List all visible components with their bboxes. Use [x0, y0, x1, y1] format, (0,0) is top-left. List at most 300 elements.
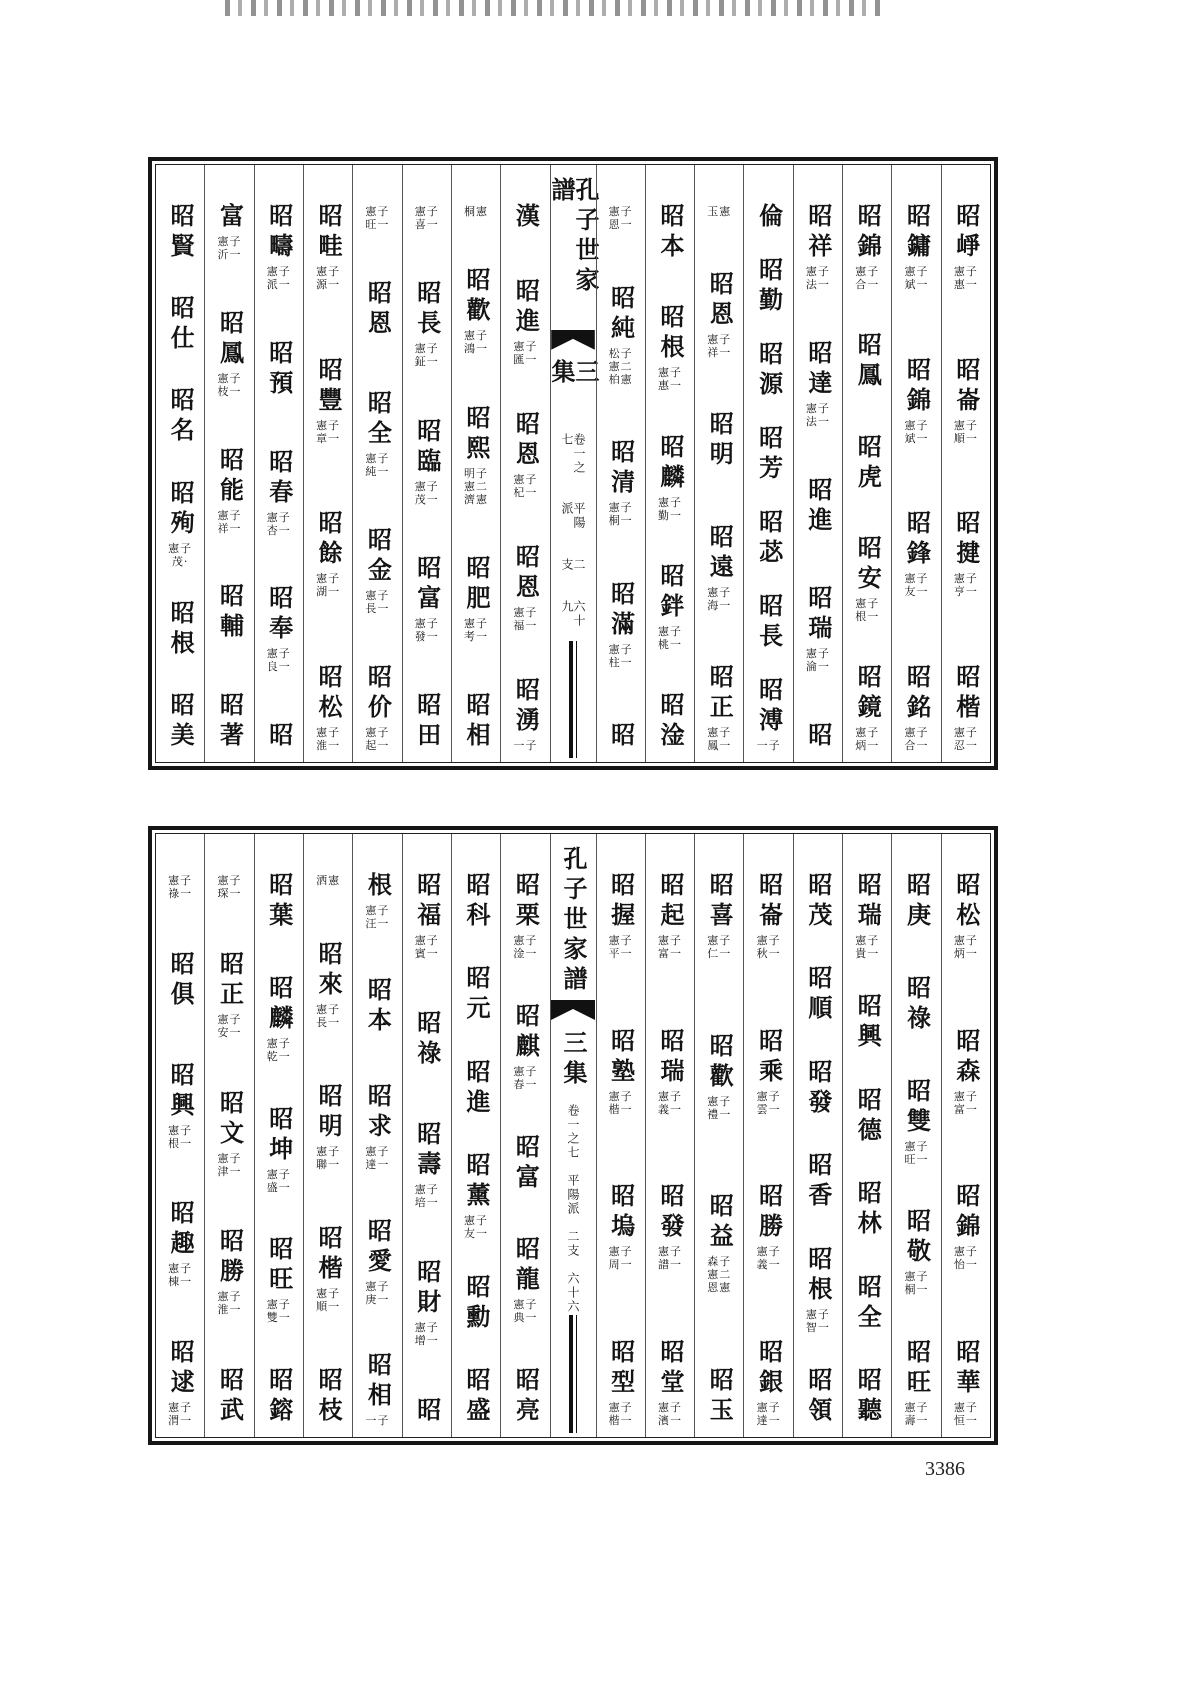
entry-note — [513, 1298, 537, 1324]
entry-name: 昭滿 — [606, 580, 636, 641]
entry-name: 昭愛 — [363, 1217, 393, 1278]
genealogy-entry — [314, 356, 344, 445]
note-line: 濟憲 — [464, 492, 489, 506]
entry-name: 昭葉 — [264, 872, 294, 932]
note-line: 憲子 — [266, 647, 291, 661]
note-line: 起一 — [365, 739, 390, 752]
genealogy-column — [402, 165, 451, 762]
entry-name: 昭餘 — [314, 510, 344, 571]
genealogy-entry — [705, 872, 735, 960]
entry-name: 昭价 — [363, 664, 393, 724]
genealogy-column — [451, 834, 500, 1437]
genealogy-entry — [853, 1180, 883, 1241]
entry-note — [609, 205, 633, 231]
note-line: 雲一 — [756, 1102, 781, 1116]
note-line: 憲子 — [953, 418, 978, 432]
note-line: 憲子 — [266, 1036, 291, 1050]
genealogy-entry — [217, 872, 241, 900]
genealogy-entry — [902, 663, 932, 752]
genealogy-entry — [511, 544, 541, 632]
entry-name: 昭全 — [853, 1273, 883, 1334]
note-line: 憲子 — [414, 1182, 439, 1196]
entry-note — [316, 1287, 340, 1313]
entry-name: 昭銘 — [902, 663, 932, 724]
entry-name: 昭益 — [705, 1193, 735, 1254]
genealogy-entry — [754, 203, 784, 233]
genealogy-column — [694, 834, 743, 1437]
note-line: 達一 — [365, 1158, 390, 1171]
genealogy-entry — [412, 692, 442, 752]
genealogy-entry — [363, 526, 393, 615]
genealogy-column — [793, 165, 842, 762]
genealogy-entry — [902, 203, 932, 291]
note-line: 憲子 — [855, 596, 880, 610]
note-line: 炳一 — [855, 739, 880, 752]
note-line: 憲子 — [365, 588, 390, 602]
genealogy-entry — [215, 583, 245, 644]
genealogy-entry — [951, 1338, 981, 1427]
entry-name: 昭喜 — [705, 872, 735, 932]
note-line: 憲子 — [608, 1400, 633, 1414]
entry-name: 昭富 — [412, 554, 442, 615]
entry-name: 昭安 — [853, 534, 883, 595]
entry-name: 昭豐 — [314, 356, 344, 417]
note-line: 長一 — [365, 601, 390, 615]
entry-name: 昭楷 — [314, 1225, 344, 1285]
entry-note — [217, 874, 241, 900]
note-line: 旺一 — [904, 1152, 929, 1166]
entry-note — [415, 1183, 439, 1209]
note-line: 旺一 — [365, 218, 390, 231]
note-line: 桐一 — [608, 514, 633, 527]
entry-name: 昭塾 — [606, 1027, 636, 1088]
genealogy-entry — [853, 203, 883, 291]
note-line: 憲子 — [414, 342, 439, 356]
entry-name: 昭進 — [511, 278, 541, 338]
entry-note — [365, 205, 389, 231]
note-line: 忍一 — [953, 738, 978, 752]
entry-name: 昭楷 — [951, 663, 981, 724]
entry-note — [267, 1037, 291, 1063]
note-line: 達一 — [756, 1413, 781, 1427]
entry-name: 昭恩 — [363, 280, 393, 341]
note-line: 棟一 — [168, 1275, 193, 1289]
note-line: 憲子 — [707, 726, 732, 739]
entry-name: 昭玉 — [705, 1366, 735, 1427]
genealogy-column — [254, 165, 303, 762]
genealogy-entry — [365, 203, 389, 231]
genealogy-entry — [264, 203, 294, 291]
genealogy-entry — [511, 278, 541, 366]
genealogy-entry — [511, 872, 541, 960]
genealogy-entry — [168, 872, 192, 900]
note-line: 周一 — [608, 1258, 633, 1272]
genealogy-entry — [705, 1193, 735, 1295]
entry-note — [806, 402, 830, 428]
entry-name: 昭 — [803, 722, 833, 752]
note-line: 法一 — [805, 278, 830, 291]
entry-name: 昭 — [264, 722, 294, 752]
note-line: 合一 — [855, 278, 880, 291]
genealogy-entry — [314, 203, 344, 291]
genealogy-entry — [462, 965, 492, 1026]
genealogy-column — [254, 834, 303, 1437]
entry-name: 昭春 — [264, 448, 294, 509]
note-line: 憲子 — [513, 473, 538, 486]
genealogy-entry — [363, 1217, 393, 1306]
entry-note — [316, 265, 340, 291]
entry-name: 昭坤 — [264, 1105, 294, 1166]
entry-name: 昭松 — [951, 872, 981, 932]
note-line: 憲子 — [365, 205, 390, 218]
note-line: 玉憲 — [707, 205, 732, 218]
note-line: 憲子 — [805, 1307, 830, 1321]
note-line: 沂一 — [217, 248, 242, 261]
genealogy-column — [500, 165, 549, 762]
entry-name: 昭勝 — [215, 1228, 245, 1289]
entry-note — [658, 496, 682, 522]
genealogy-entry — [606, 580, 636, 669]
genealogy-entry — [462, 1152, 492, 1241]
note-line: 一子 — [513, 739, 538, 752]
entry-name: 昭勤 — [754, 257, 784, 317]
genealogy-entry — [511, 1002, 541, 1091]
note-line: 憲子 — [316, 418, 341, 432]
entry-note — [609, 347, 633, 386]
entry-name: 昭鉡 — [655, 562, 685, 623]
note-line: 憲子 — [756, 1245, 781, 1259]
note-line: 憲子 — [608, 1245, 633, 1259]
genealogy-entry — [511, 677, 541, 752]
entry-name: 根 — [363, 872, 393, 902]
note-line: 淦一 — [513, 947, 538, 960]
entry-note — [415, 480, 439, 506]
entry-note — [905, 1270, 929, 1296]
note-line: 憲子 — [657, 1245, 682, 1259]
genealogy-entry — [462, 404, 492, 506]
entry-name: 昭熙 — [462, 404, 492, 465]
entry-note — [415, 342, 439, 368]
genealogy-entry — [853, 433, 883, 494]
genealogy-column — [891, 834, 940, 1437]
note-line: 柏憲 — [608, 372, 633, 386]
note-line: 憲子 — [217, 1012, 242, 1026]
entry-name: 昭恩 — [511, 544, 541, 604]
genealogy-entry — [902, 1077, 932, 1166]
entry-note — [855, 597, 879, 623]
genealogy-entry — [215, 1228, 245, 1317]
genealogy-entry — [754, 872, 784, 960]
sub-branch-label: 二支 — [560, 557, 586, 572]
note-line: 恩憲 — [707, 1281, 732, 1295]
note-line: 良一 — [266, 660, 291, 674]
entry-name: 昭能 — [215, 446, 245, 507]
entry-name: 昭仕 — [166, 295, 196, 356]
note-line: 憲子 — [513, 340, 538, 353]
elephant-nose-line — [569, 641, 577, 758]
genealogy-entry — [754, 1027, 784, 1116]
genealogy-entry — [264, 974, 294, 1063]
entry-note — [464, 617, 488, 643]
note-line: 憲子 — [805, 265, 830, 278]
entry-note — [168, 542, 192, 568]
entry-name: 昭進 — [462, 1058, 492, 1119]
note-line: 庚一 — [365, 1292, 390, 1306]
genealogy-entry — [412, 554, 442, 643]
note-line: 憲子 — [904, 418, 929, 432]
note-line: 憲子 — [168, 1123, 193, 1137]
genealogy-column — [303, 834, 352, 1437]
genealogy-entry — [902, 974, 932, 1035]
note-line: 友一 — [904, 585, 929, 599]
entry-name: 昭型 — [606, 1338, 636, 1399]
note-line: 憲子 — [168, 1262, 193, 1276]
genealogy-entry — [264, 339, 294, 400]
genealogy-entry — [853, 993, 883, 1054]
note-line: 桃一 — [657, 637, 682, 651]
note-line: 憲子 — [657, 1400, 682, 1414]
entry-note — [757, 934, 781, 960]
entry-note — [168, 1401, 192, 1427]
note-line: 考一 — [464, 629, 489, 643]
note-line: 桐一 — [904, 1283, 929, 1297]
genealogy-column — [303, 165, 352, 762]
genealogy-entry — [803, 1366, 833, 1427]
genealogy-entry — [316, 872, 340, 887]
note-line: 憲子 — [513, 606, 538, 619]
entry-name: 昭薰 — [462, 1152, 492, 1213]
genealogy-entry — [412, 1120, 442, 1209]
entry-note — [855, 265, 879, 291]
entry-note — [954, 726, 978, 752]
entry-name: 昭祿 — [902, 974, 932, 1035]
sub-branch-label: 二支 — [566, 1230, 580, 1258]
note-line: 憲子 — [316, 1145, 341, 1158]
note-line: 源一 — [316, 278, 341, 291]
entry-note — [658, 934, 682, 960]
entry-name: 昭來 — [314, 941, 344, 1001]
branch-label: 平陽派 — [566, 1174, 580, 1216]
note-line: 憲子 — [904, 725, 929, 739]
entry-note — [217, 1013, 241, 1039]
note-line: 柱一 — [608, 655, 633, 669]
entry-name: 昭順 — [803, 965, 833, 1026]
note-line: 憲子 — [953, 1245, 978, 1259]
genealogy-entry — [412, 417, 442, 506]
note-line: 平一 — [608, 947, 633, 960]
genealogy-entry — [853, 1366, 883, 1427]
note-line: 根一 — [168, 1136, 193, 1150]
entry-note — [707, 1255, 731, 1294]
genealogy-column — [793, 834, 842, 1437]
entry-note — [365, 1145, 389, 1171]
entry-name: 昭鳳 — [215, 309, 245, 370]
entry-name: 昭奉 — [264, 585, 294, 646]
entry-name: 昭茂 — [803, 872, 833, 932]
note-line: 憲子 — [217, 874, 242, 887]
entry-name: 昭本 — [655, 203, 685, 263]
note-line: 合一 — [904, 738, 929, 752]
genealogy-entry — [264, 722, 294, 752]
entry-name: 昭麒 — [511, 1002, 541, 1063]
genealogy-entry — [462, 1058, 492, 1119]
note-line: 淮一 — [316, 738, 341, 752]
entry-name: 昭崙 — [951, 356, 981, 417]
entry-name: 昭香 — [803, 1152, 833, 1213]
genealogy-entry — [754, 425, 784, 485]
genealogy-entry — [853, 332, 883, 393]
entry-note — [954, 1401, 978, 1427]
note-line: 長一 — [316, 1016, 341, 1029]
note-line: 春一 — [513, 1077, 538, 1091]
entry-note — [267, 1298, 291, 1324]
entry-note — [415, 205, 439, 231]
entry-name: 昭殉 — [166, 479, 196, 540]
note-line: 祿一 — [168, 887, 193, 900]
entry-name: 昭勳 — [462, 1273, 492, 1334]
note-line: 富一 — [953, 1102, 978, 1116]
entry-note — [757, 1401, 781, 1427]
note-line: 仁一 — [707, 947, 732, 960]
genealogy-entry — [803, 339, 833, 428]
entry-note — [365, 726, 389, 752]
entry-note — [609, 934, 633, 960]
entry-name: 昭亮 — [511, 1367, 541, 1427]
note-line: 乾一 — [266, 1049, 291, 1063]
entry-name: 昭瑞 — [655, 1027, 685, 1088]
note-line: 匯一 — [513, 353, 538, 366]
note-line: 斌一 — [904, 431, 929, 445]
genealogy-entry — [412, 1397, 442, 1427]
note-line: 憲子 — [953, 934, 978, 947]
entry-name: 昭發 — [803, 1058, 833, 1119]
entry-note — [217, 235, 241, 261]
note-line: 憲子 — [608, 934, 633, 947]
note-line: 憲子 — [365, 726, 390, 739]
note-line: 盛一 — [266, 1180, 291, 1194]
note-line: 憲子 — [657, 1089, 682, 1103]
genealogy-entry — [902, 1339, 932, 1427]
note-line: 憲二 — [464, 479, 489, 493]
entry-note — [954, 1245, 978, 1271]
entry-name: 昭龍 — [511, 1236, 541, 1297]
genealogy-entry — [803, 872, 833, 932]
genealogy-entry — [655, 433, 685, 522]
note-line: 枝一 — [217, 384, 242, 398]
entry-note — [954, 419, 978, 445]
entry-name: 昭祥 — [803, 203, 833, 263]
note-line: 一子 — [756, 739, 781, 752]
entry-name: 昭明 — [705, 411, 735, 471]
entry-name: 昭森 — [951, 1027, 981, 1088]
entry-note — [954, 572, 978, 598]
note-line: 憲子 — [608, 205, 633, 218]
note-line: 憲子 — [365, 451, 390, 465]
note-line: 憲子 — [464, 1214, 489, 1228]
entry-name: 昭恩 — [511, 411, 541, 471]
entry-name: 昭壽 — [412, 1120, 442, 1181]
entry-name: 昭錦 — [853, 203, 883, 263]
note-line: 章一 — [316, 431, 341, 445]
entry-note — [707, 586, 731, 612]
note-line: 憲子 — [365, 1145, 390, 1158]
note-line: 禮一 — [707, 1107, 732, 1121]
entry-note — [954, 1090, 978, 1116]
genealogy-entry — [166, 387, 196, 448]
note-line: 憲子 — [855, 726, 880, 739]
genealogy-entry — [655, 692, 685, 752]
entry-name: 昭元 — [462, 965, 492, 1026]
entry-name: 昭文 — [215, 1089, 245, 1150]
entry-name: 昭預 — [264, 339, 294, 400]
genealogy-entry — [511, 203, 541, 233]
center-column — [550, 834, 596, 1437]
entry-note — [905, 1401, 929, 1427]
fishtail-mark-icon — [551, 330, 595, 352]
note-line: 憲子 — [266, 1167, 291, 1181]
genealogy-entry — [803, 585, 833, 674]
entry-name: 昭賢 — [166, 203, 196, 263]
genealogy-entry — [462, 1273, 492, 1334]
note-line: 憲子 — [414, 616, 439, 630]
entry-name: 昭崙 — [754, 872, 784, 932]
note-line: 恩一 — [608, 218, 633, 231]
entry-name: 昭勝 — [754, 1183, 784, 1244]
entry-name: 昭財 — [412, 1258, 442, 1319]
genealogy-entry — [264, 872, 294, 932]
note-line: 憲子 — [266, 510, 291, 524]
entry-note — [316, 874, 340, 887]
genealogy-entry — [264, 585, 294, 674]
note-line: 義一 — [657, 1102, 682, 1116]
entry-note — [806, 647, 830, 673]
note-line: 譜一 — [657, 1258, 682, 1272]
entry-note — [168, 1124, 192, 1150]
note-line: 憲子 — [707, 585, 732, 599]
entry-note — [757, 1245, 781, 1271]
entry-name: 昭握 — [606, 872, 636, 932]
note-line: 憲子 — [855, 934, 880, 947]
note-line: 憲子 — [904, 572, 929, 586]
entry-name: 昭美 — [166, 691, 196, 752]
note-line: 杏一 — [266, 523, 291, 537]
genealogy-entry — [314, 1367, 344, 1427]
genealogy-entry — [412, 1258, 442, 1347]
note-line: 憲子 — [707, 332, 732, 346]
entry-name: 昭明 — [314, 1083, 344, 1143]
note-line: 發一 — [414, 629, 439, 643]
entry-note — [954, 265, 978, 291]
note-line: 憲子 — [414, 934, 439, 947]
genealogy-entry — [705, 411, 735, 471]
note-line: 憲二 — [608, 359, 633, 373]
note-line: 憲子 — [953, 572, 978, 586]
entry-name: 昭溥 — [754, 677, 784, 737]
note-line: 憲子 — [953, 265, 978, 278]
entry-note — [267, 265, 291, 291]
genealogy-column — [694, 165, 743, 762]
note-line: 賓一 — [414, 947, 439, 960]
genealogy-entry — [606, 1338, 636, 1427]
note-line: 津一 — [217, 1164, 242, 1178]
note-line: 派一 — [266, 278, 291, 291]
entry-note — [609, 1401, 633, 1427]
note-line: 憲子 — [316, 572, 341, 586]
genealogy-column — [891, 165, 940, 762]
entry-note — [168, 874, 192, 900]
volume-label: 卷一之七 — [566, 1104, 580, 1160]
entry-name: 昭根 — [166, 599, 196, 660]
